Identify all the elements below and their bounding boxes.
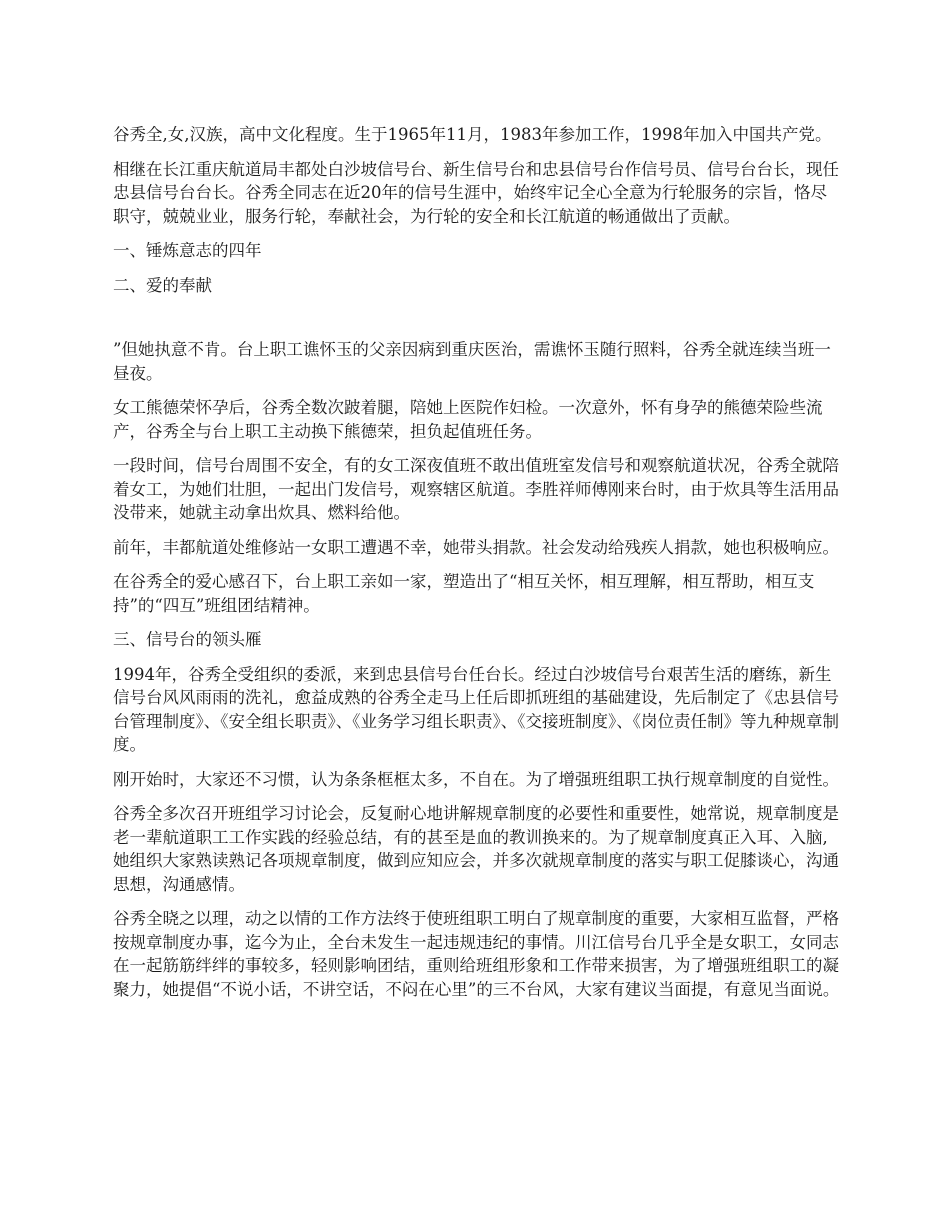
paragraph-care-2: 女工熊德荣怀孕后，谷秀全数次跛着腿，陪她上医院作妇检。一次意外，怀有身孕的熊德荣险些流产，谷秀全与台上职工主动换下熊德荣，担负起值班任务。: [113, 398, 823, 441]
blank-gap: [113, 308, 843, 338]
paragraph-leader-2: 刚开始时，大家还不习惯，认为条条框框太多，不自在。为了增强班组职工执行规章制度的自觉性。: [113, 769, 839, 789]
paragraph-leader-1: 1994年，谷秀全受组织的委派，来到忠县信号台任台长。经过白沙坡信号台艰苦生活的磨练，新生信号台风风雨雨的洗礼，愈益成熟的谷秀全走马上任后即抓班组的基础建设，先后制定了《忠县信号台管理制度》、《安全组长职责》、《业务学习组长职责》、《交接班制度》、《岗位责任制》等九种规章制度。: [113, 664, 839, 754]
document-page: [113, 123, 843, 1012]
paragraph-care-4: 前年，丰都航道处维修站一女职工遭遇不幸，她带头捐款。社会发动给残疾人捐款，她也积极响应。: [113, 537, 839, 557]
paragraph-care-1: ”但她执意不肯。台上职工谯怀玉的父亲因病到重庆医治，需谯怀玉随行照料，谷秀全就连续当班一昼夜。: [113, 340, 831, 383]
section-heading-2: 二、爱的奉献: [113, 275, 212, 295]
paragraph-leader-4: 谷秀全晓之以理，动之以情的工作方法终于使班组职工明白了规章制度的重要，大家相互监督，严格按规章制度办事，迄今为止，全台未发生一起违规违纪的事情。川江信号台几乎全是女职工，女同志在一起筋筋绊绊的事较多，轻则影响团结，重则给班组形象和工作带来损害，为了增强班组职工的凝聚力，她提倡“不说小话，不讲空话，不闷在心里”的三不台风，大家有建议当面提，有意见当面说。: [113, 909, 840, 999]
paragraph-career: 相继在长江重庆航道局丰都处白沙坡信号台、新生信号台和忠县信号台作信号员、信号台台长，现任忠县信号台台长。谷秀全同志在近20年的信号生涯中，始终牢记全心全意为行轮服务的宗旨，恪尽职守，兢兢业业，服务行轮，奉献社会，为行轮的安全和长江航道的畅通做出了贡献。: [113, 159, 839, 226]
paragraph-care-3: 一段时间，信号台周围不安全，有的女工深夜值班不敢出值班室发信号和观察航道状况，谷秀全就陪着女工，为她们壮胆，一起出门发信号，观察辖区航道。李胜祥师傅刚来台时，由于炊具等生活用品没带来，她就主动拿出炊具、燃料给他。: [113, 456, 839, 522]
paragraph-intro: 谷秀全,女,汉族，高中文化程度。生于1965年11月，1983年参加工作，1998年加入中国共产党。: [113, 125, 832, 144]
section-heading-3: 三、信号台的领头雁: [113, 630, 262, 649]
section-heading-1: 一、锤炼意志的四年: [113, 241, 262, 260]
paragraph-care-5: 在谷秀全的爱心感召下，台上职工亲如一家，塑造出了“相互关怀，相互理解，相互帮助，相互支持”的“四互”班组团结精神。: [113, 572, 815, 615]
paragraph-leader-3: 谷秀全多次召开班组学习讨论会，反复耐心地讲解规章制度的必要性和重要性，她常说，规章制度是老一辈航道职工工作实践的经验总结，有的甚至是血的教训换来的。为了规章制度真正入耳、入脑,她组织大家熟读熟记各项规章制度，做到应知应会，并多次就规章制度的落实与职工促膝谈心，沟通思想，沟通感情。: [113, 804, 839, 894]
